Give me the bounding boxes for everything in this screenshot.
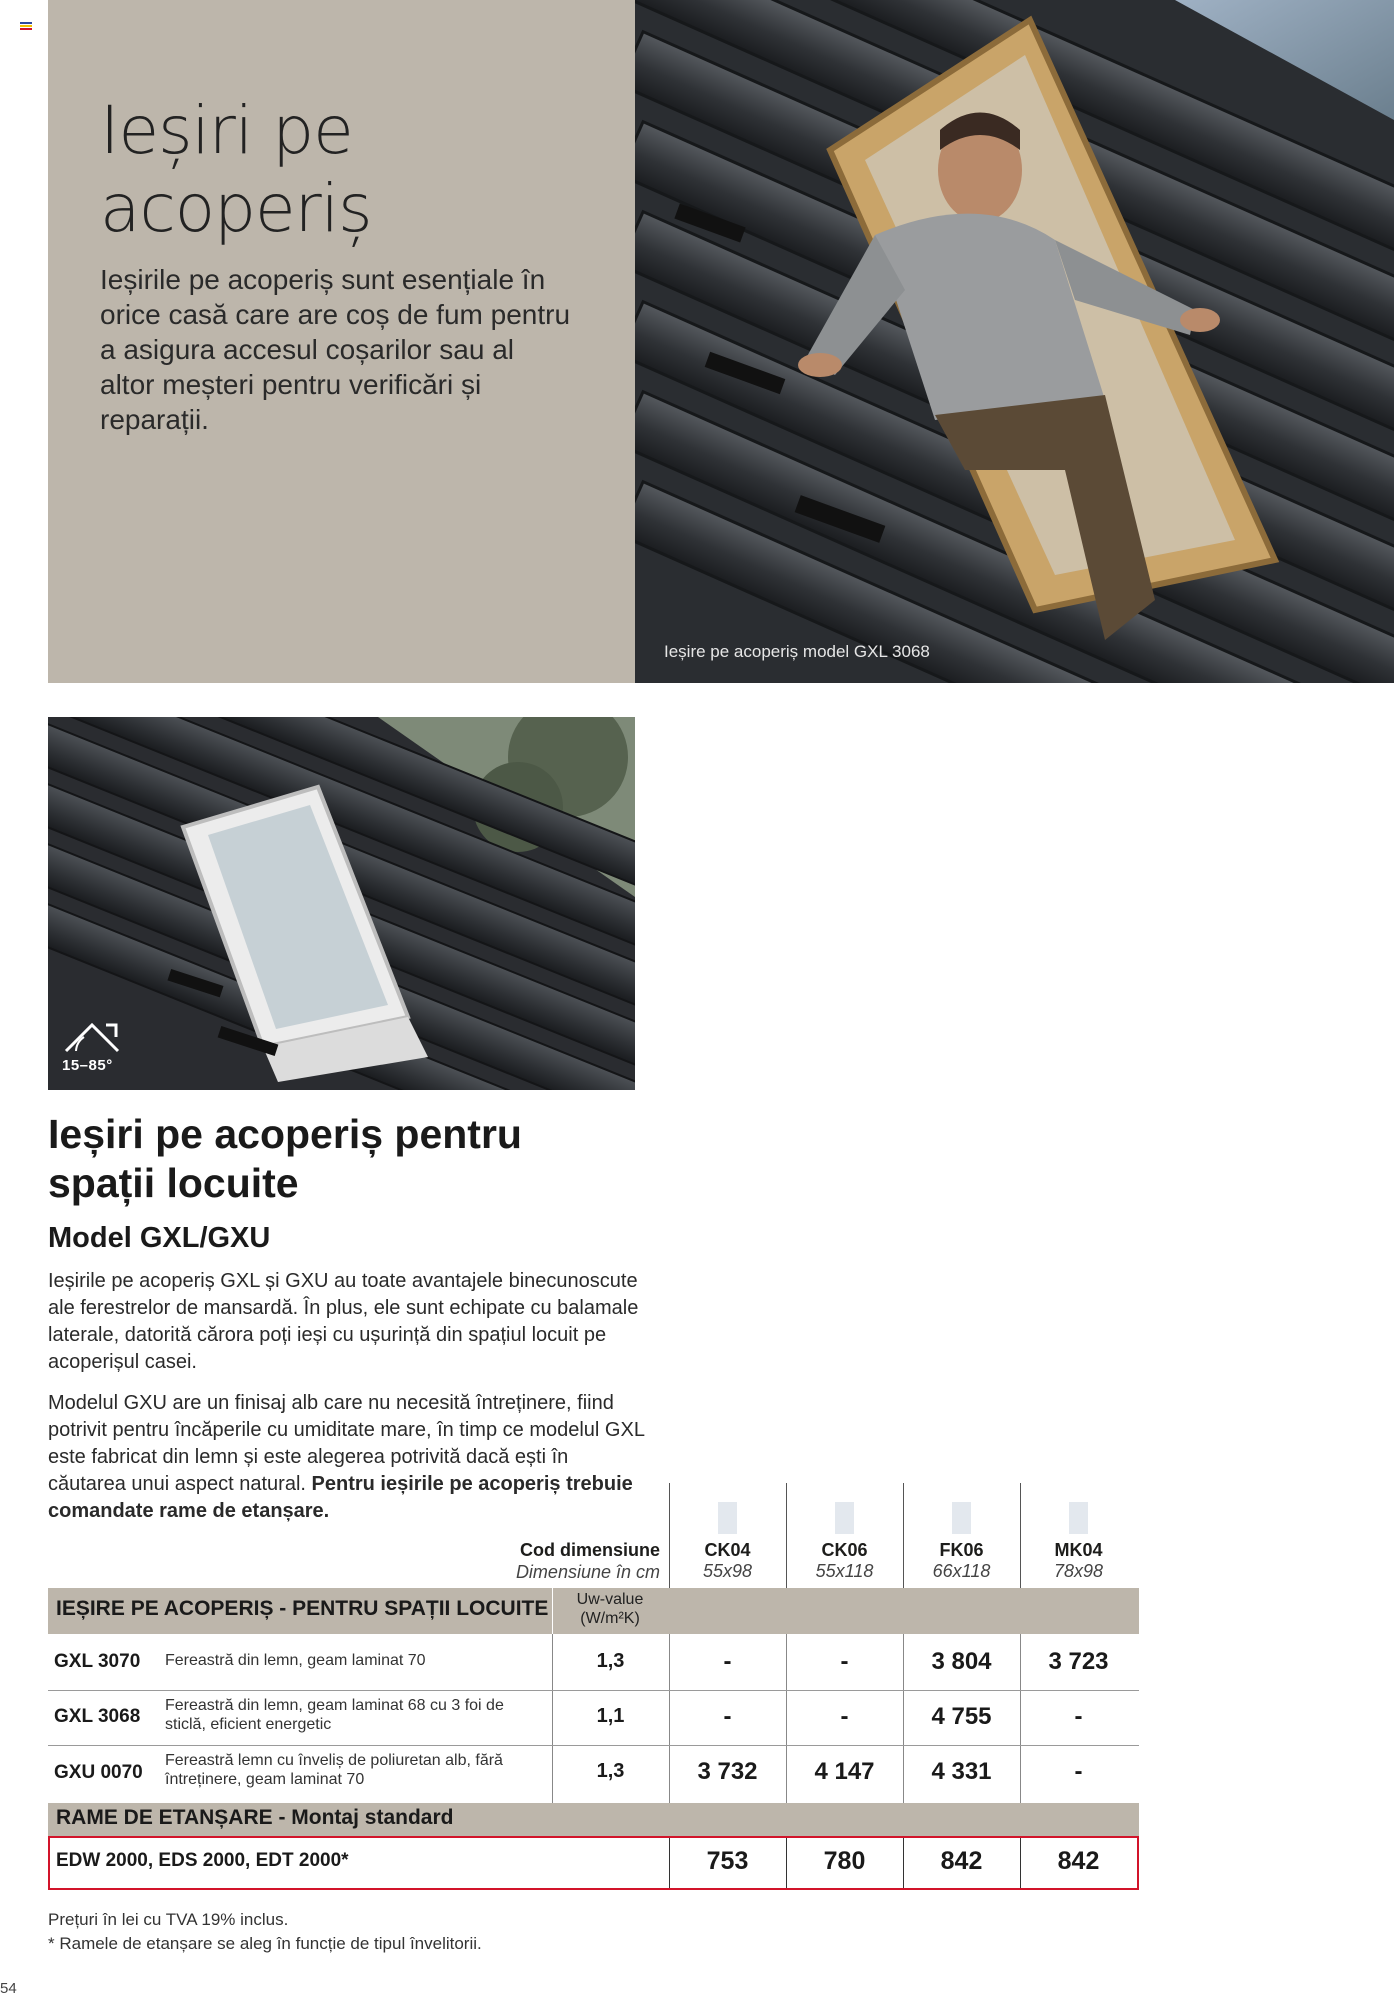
table-row-code: GXL 3070 <box>54 1651 141 1672</box>
price-cell: - <box>1074 1758 1083 1785</box>
price-cell: - <box>840 1703 849 1730</box>
hero-title <box>100 92 371 248</box>
hero-title-line1: Ieșiri pe <box>100 92 353 169</box>
band-divider <box>552 1588 553 1634</box>
size-code: FK06 <box>939 1540 984 1560</box>
roof-pitch-badge <box>62 1015 132 1077</box>
roof-pitch-icon <box>62 1015 122 1055</box>
size-dimension: 55x98 <box>702 1561 753 1581</box>
page-number: 54 <box>0 1980 17 1997</box>
price-cell: 4 147 <box>814 1758 875 1785</box>
flashing-price-cell: 842 <box>1057 1847 1100 1875</box>
table-row-divider <box>48 1745 1139 1746</box>
flashing-price-cell: 780 <box>823 1847 866 1875</box>
u-value-header <box>555 1590 665 1628</box>
size-fk06-window-icon <box>952 1502 971 1534</box>
hero-intro-text: Ieșirile pe acoperiș sunt esențiale în orice casă care are coș de fum pentru a asigura accesul coșarilor sau al altor meșteri pentru verificări și reparații. <box>100 264 571 435</box>
hero-title-line2: acoperiș <box>100 170 372 247</box>
section-paragraph-2-bold: Pentru ieșirile pe acoperiș trebuie comandate rame de etanșare. <box>48 1473 633 1522</box>
price-cell: - <box>723 1703 732 1730</box>
section-subtitle: Model GXL/GXU <box>48 1222 271 1254</box>
size-code: MK04 <box>1054 1540 1103 1560</box>
roof-pitch-label: 15–85° <box>62 1057 113 1074</box>
flashing-price-cell: 842 <box>940 1847 983 1875</box>
section-title-line1: Ieșiri pe acoperiș pentru <box>48 1111 522 1157</box>
section-paragraph-1: Ieșirile pe acoperiș GXL și GXU au toate avantajele binecunoscute ale ferestrelor de mansardă. În plus, ele sunt echipate cu balamale laterale, datorită cărora poți ieși cu ușurință din spațiul locuit pe acoperișul casei. <box>48 1270 639 1373</box>
u-value-unit: (W/m²K) <box>580 1610 640 1627</box>
footnote-prices: Prețuri în lei cu TVA 19% inclus. <box>48 1910 289 1929</box>
size-mk04-window-icon <box>1069 1502 1088 1534</box>
flashing-price-cell: 753 <box>706 1847 749 1875</box>
price-cell: 4 331 <box>931 1758 992 1785</box>
price-cell: 3 804 <box>931 1648 992 1675</box>
size-header-fk06 <box>903 1540 1020 1582</box>
size-code: CK04 <box>704 1540 751 1560</box>
price-cell: - <box>723 1648 732 1675</box>
section-paragraph-2-text: Modelul GXU are un finisaj alb care nu necesită întreținere, fiind potrivit pentru încăperile cu umiditate mare, în timp ce modelul GXL este fabricat din lemn și este alegerea potrivită dacă ești în căutarea unui aspect natural. <box>48 1392 645 1495</box>
footnote-flashings: * Ramele de etanșare se aleg în funcție de tipul învelitorii. <box>48 1934 482 1953</box>
table-row-description: Fereastră din lemn, geam laminat 68 cu 3 foi de sticlă, eficient energetic <box>165 1697 504 1733</box>
table-row-code: GXL 3068 <box>54 1706 141 1727</box>
size-header-ck04 <box>669 1540 786 1582</box>
price-cell: 3 723 <box>1048 1648 1109 1675</box>
product-photo-gxu-open <box>48 717 635 1090</box>
size-header-mk04 <box>1020 1540 1137 1582</box>
size-dimension: 66x118 <box>932 1561 991 1581</box>
section-paragraph-2 <box>48 1390 648 1525</box>
section-title-line2: spații locuite <box>48 1160 299 1206</box>
hero-photo-caption: Ieșire pe acoperiș model GXL 3068 <box>664 642 930 661</box>
table-row-description: Fereastră lemn cu înveliș de poliuretan alb, fără întreținere, geam laminat 70 <box>165 1752 503 1788</box>
hero-photo-man-on-roof <box>635 0 1394 683</box>
table-row-divider <box>48 1690 1139 1691</box>
size-code: CK06 <box>821 1540 868 1560</box>
size-code-label: Cod dimensiune <box>519 1540 660 1560</box>
price-cell: 4 755 <box>931 1703 992 1730</box>
size-dimension: 78x98 <box>1053 1561 1104 1581</box>
table-row-code: GXU 0070 <box>54 1762 143 1783</box>
size-dimension-label: Dimensiune în cm <box>515 1562 660 1582</box>
table-row-u-value: 1,1 <box>596 1705 625 1727</box>
table-group-title-roof-exits: IEȘIRE PE ACOPERIȘ - PENTRU SPAȚII LOCUITE <box>56 1597 549 1620</box>
section-title <box>48 1110 748 1208</box>
table-row-u-value: 1,3 <box>596 1650 625 1672</box>
language-flag-icon <box>20 22 32 30</box>
price-cell: - <box>1074 1703 1083 1730</box>
size-header-ck06 <box>786 1540 903 1582</box>
table-row-description: Fereastră din lemn, geam laminat 70 <box>165 1652 426 1669</box>
size-dimension: 55x118 <box>815 1561 874 1581</box>
price-cell: 3 732 <box>697 1758 758 1785</box>
u-value-label: Uw-value <box>576 1591 644 1608</box>
price-cell: - <box>840 1648 849 1675</box>
table-group-title-flashings: RAME DE ETANȘARE - Montaj standard <box>56 1806 454 1829</box>
table-row-u-value: 1,3 <box>596 1760 625 1782</box>
size-ck06-window-icon <box>835 1502 854 1534</box>
size-ck04-window-icon <box>718 1502 737 1534</box>
flashing-row-label: EDW 2000, EDS 2000, EDT 2000* <box>56 1850 349 1871</box>
